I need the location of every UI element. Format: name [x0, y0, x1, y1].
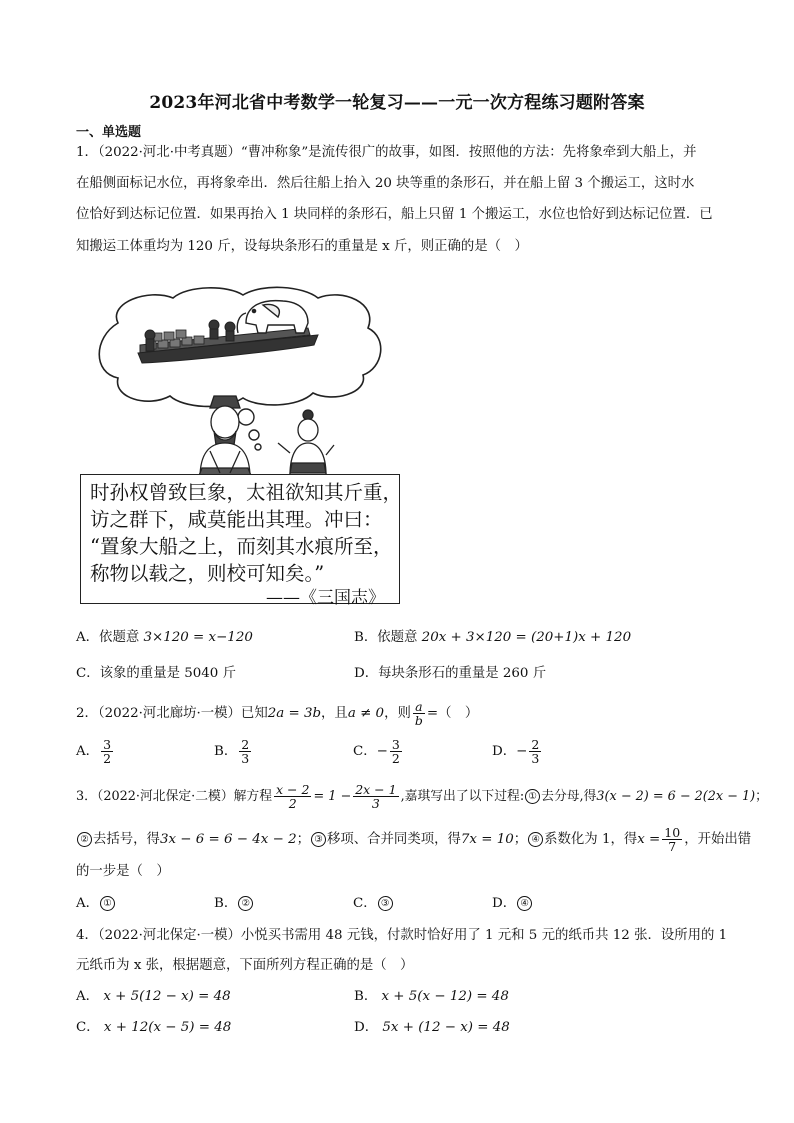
quote-source: ——《三国志》 — [266, 588, 385, 608]
section-heading: 一、单选题 — [76, 125, 142, 140]
q4-option-a: A． x + 5(12 − x) = 48 — [76, 989, 231, 1004]
q3-line-3: 的一步是（ ） — [76, 864, 170, 879]
q4-option-c: C． x + 12(x − 5) = 48 — [76, 1020, 232, 1035]
quote-line: 访之群下，咸莫能出其理。冲曰： — [90, 508, 383, 531]
cao-cao-figure — [198, 396, 252, 478]
q3-option-d: D． ④ — [492, 894, 533, 914]
q4-line-2: 元纸币为 x 张，根据题意，下面所列方程正确的是（ ） — [76, 958, 414, 973]
q3-option-c: C． ③ — [353, 894, 394, 914]
thought-bubbles — [238, 409, 261, 450]
q1-option-d: D．每块条形石的重量是 260 斤 — [354, 666, 547, 681]
q1-line-1: 1．（2022·河北·中考真题）“曹冲称象”是流传很广的故事，如图．按照他的方法：先将象牵到大船上，并 — [76, 145, 697, 160]
quote-line: 称物以载之，则校可知矣。” — [90, 562, 325, 585]
q4-line-1: 4．（2022·河北保定·一模）小悦买书需用 48 元钱，付款时恰好用了 1 元和 5 元的纸币共 12 张．设所用的 1 — [76, 928, 728, 943]
q2-option-d: D．− $\frac{2}{3}$ — [492, 737, 540, 766]
q1-option-a: A．依题意 3×120 = x−120 — [76, 630, 253, 645]
q3-option-a: A． ① — [76, 894, 116, 914]
q2-stem: 2．（2022·河北廊坊·一模）已知2a = 3b，且a ≠ 0，则 $\frac{a}{b}$ =（ ） — [76, 699, 479, 728]
q4-option-d: D． 5x + (12 − x) = 48 — [354, 1020, 510, 1035]
q4-option-b: B． x + 5(x − 12) = 48 — [354, 989, 509, 1004]
q1-line-3: 位恰好到达标记位置．如果再抬入 1 块同样的条形石，船上只留 1 个搬运工，水位也恰好到达标记位置．已 — [76, 207, 713, 222]
page-title: 2023年河北省中考数学一轮复习——一元一次方程练习题附答案 — [149, 93, 645, 113]
q2-option-a: A． $\frac{3}{2}$ — [76, 737, 112, 766]
q1-option-c: C．该象的重量是 5040 斤 — [76, 666, 236, 681]
q1-option-b: B．依题意 20x + 3×120 = (20+1)x + 120 — [354, 630, 632, 645]
q2-option-c: C．− $\frac{3}{2}$ — [353, 737, 400, 766]
quote-line: 时孙权曾致巨象，太祖欲知其斤重， — [90, 481, 403, 504]
cao-chong-figure — [278, 410, 334, 475]
q3-option-b: B． ② — [214, 894, 254, 914]
sanguozhi-quote-box — [80, 474, 403, 608]
quote-line: “置象大船之上，而刻其水痕所至， — [90, 535, 393, 558]
q3-line-1: 3．（2022·河北保定·二模）解方程 $\frac{x - 2}{2}$ = 1 − $\frac{2x - 1}{3}$ ,嘉琪写出了以下过程: ① 去分母,得3(x − 2) = 6 − 2(2x − 1)； — [76, 782, 768, 811]
q1-line-2: 在船侧面标记水位，再将象牵出．然后往船上抬入 20 块等重的条形石，并在船上留 3 个搬运工，这时水 — [76, 176, 695, 191]
q3-line-2: ② 去括号，得3x − 6 = 6 − 4x − 2； ③ 移项、合并同类项，得7x = 10； ④ 系数化为 1，得x = $\frac{10}{7}$ ，开始出错 — [76, 826, 726, 853]
q1-line-4: 知搬运工体重均为 120 斤，设每块条形石的重量是 x 斤，则正确的是（ ） — [76, 239, 528, 254]
a-over-b-fraction: $\frac{a}{b}$ — [414, 699, 423, 728]
q2-option-b: B． $\frac{2}{3}$ — [214, 737, 250, 766]
